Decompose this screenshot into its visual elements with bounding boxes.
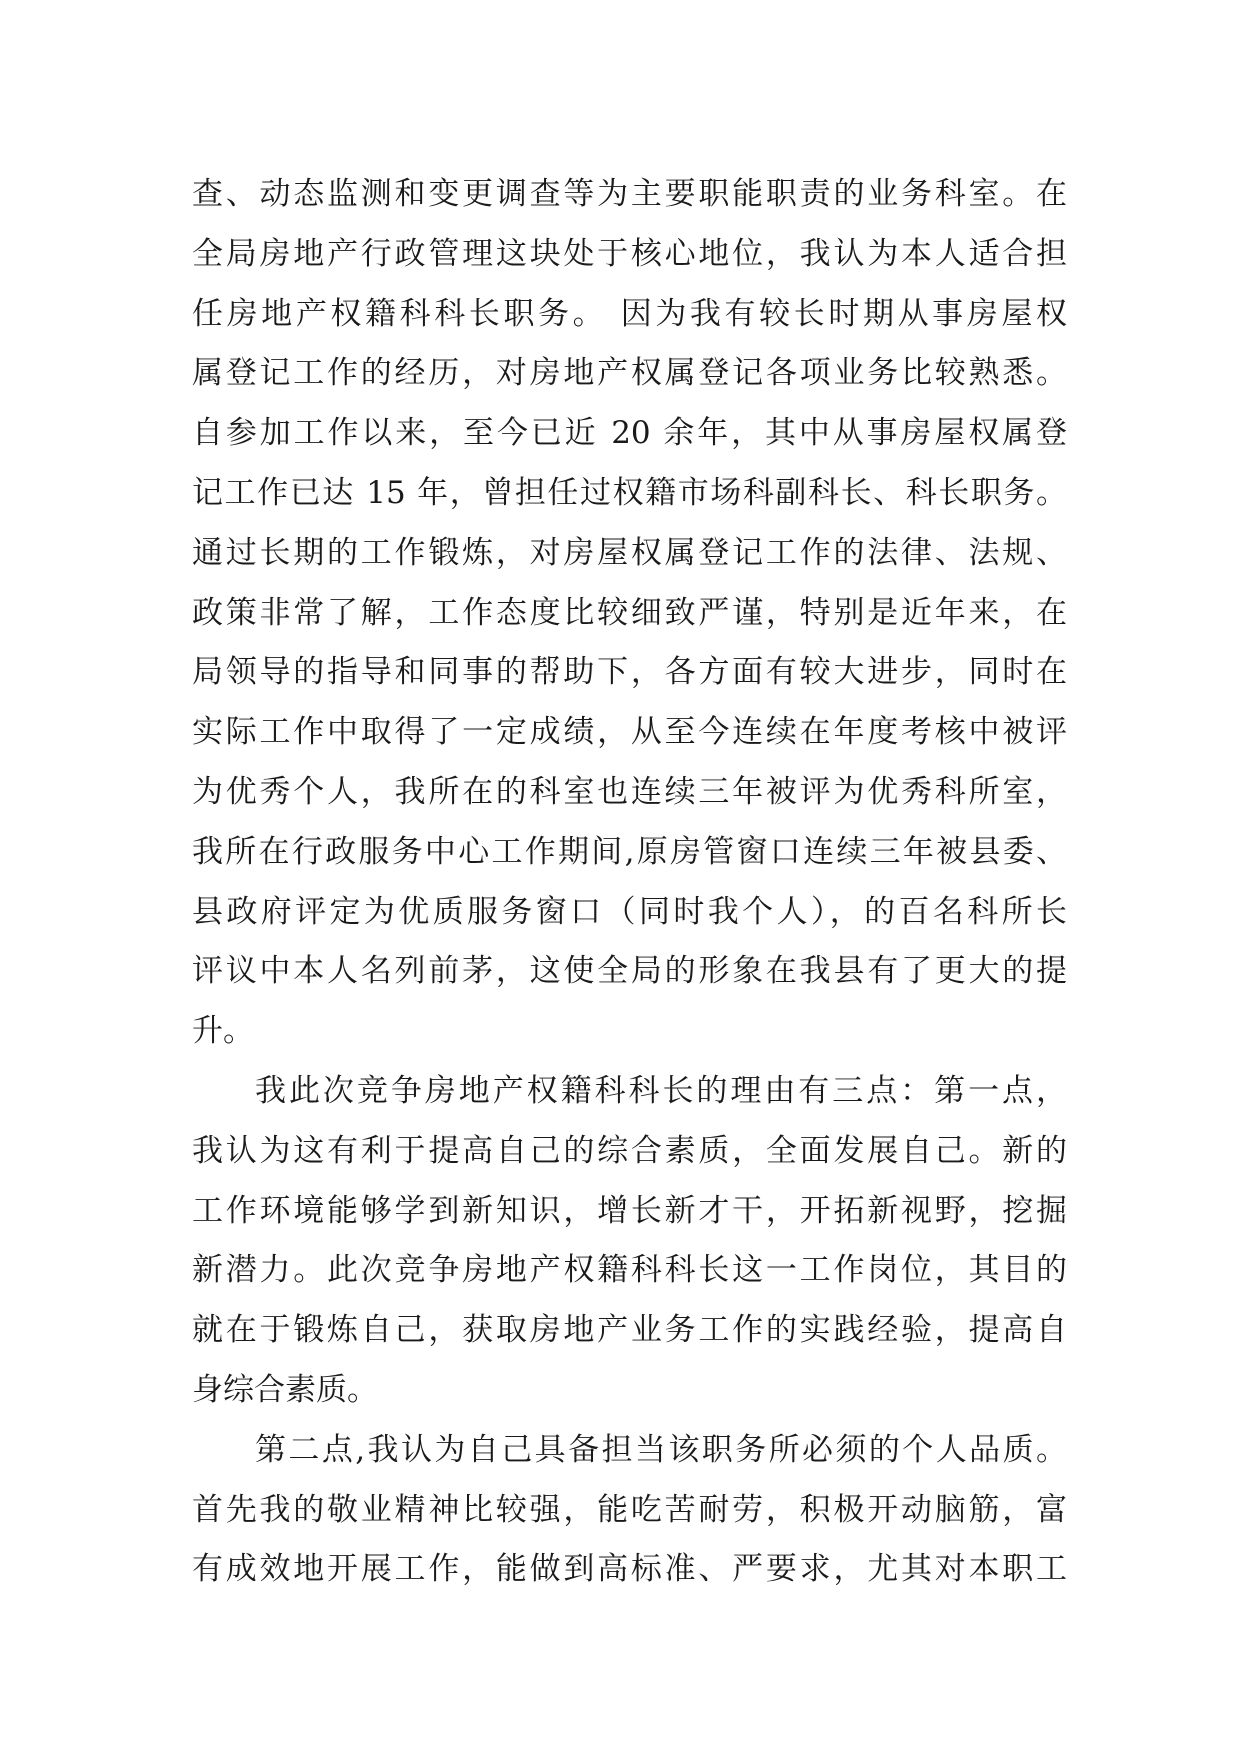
text-line: 有成效地开展工作，能做到高标准、严要求，尤其对本职工 xyxy=(192,1551,1067,1588)
text-line: 工作环境能够学到新知识，增长新才干，开拓新视野，挖掘 xyxy=(192,1192,1067,1229)
text-line: 任房地产权籍科科长职务。 因为我有较长时期从事房屋权 xyxy=(192,295,1067,332)
text-line: 评议中本人名列前茅，这使全局的形象在我县有了更大的提 xyxy=(192,953,1067,990)
text-line: 政策非常了解，工作态度比较细致严谨，特别是近年来，在 xyxy=(192,594,1067,631)
text-line: 我此次竞争房地产权籍科科长的理由有三点：第一点， xyxy=(255,1072,1067,1109)
text-line: 为优秀个人，我所在的科室也连续三年被评为优秀科所室， xyxy=(192,773,1067,810)
text-line: 通过长期的工作锻炼，对房屋权属登记工作的法律、法规、 xyxy=(192,534,1067,571)
text-line: 记工作已达 15 年，曾担任过权籍市场科副科长、科长职务。 xyxy=(192,474,1067,511)
body-text xyxy=(192,165,1067,1600)
text-line: 就在于锻炼自己，获取房地产业务工作的实践经验，提高自 xyxy=(192,1312,1067,1349)
text-line: 第二点,我认为自己具备担当该职务所必须的个人品质。 xyxy=(255,1431,1067,1468)
text-line: 新潜力。此次竞争房地产权籍科科长这一工作岗位，其目的 xyxy=(192,1252,1067,1289)
text-line: 属登记工作的经历，对房地产权属登记各项业务比较熟悉。 xyxy=(192,355,1067,392)
text-line: 实际工作中取得了一定成绩，从至今连续在年度考核中被评 xyxy=(192,714,1067,751)
text-line: 全局房地产行政管理这块处于核心地位，我认为本人适合担 xyxy=(192,235,1067,272)
text-line: 我所在行政服务中心工作期间,原房管窗口连续三年被县委、 xyxy=(192,833,1067,870)
text-line: 自参加工作以来，至今已近 20 余年，其中从事房屋权属登 xyxy=(192,415,1067,452)
text-line: 县政府评定为优质服务窗口（同时我个人），的百名科所长 xyxy=(192,893,1067,930)
text-line: 查、动态监测和变更调查等为主要职能职责的业务科室。在 xyxy=(192,176,1067,212)
text-line: 我认为这有利于提高自己的综合素质，全面发展自己。新的 xyxy=(192,1132,1067,1169)
text-line: 身综合素质。 xyxy=(192,1371,378,1408)
text-line: 局领导的指导和同事的帮助下，各方面有较大进步，同时在 xyxy=(192,654,1067,691)
text-line: 首先我的敬业精神比较强，能吃苦耐劳，积极开动脑筋，富 xyxy=(192,1491,1067,1528)
text-line: 升。 xyxy=(192,1013,254,1050)
